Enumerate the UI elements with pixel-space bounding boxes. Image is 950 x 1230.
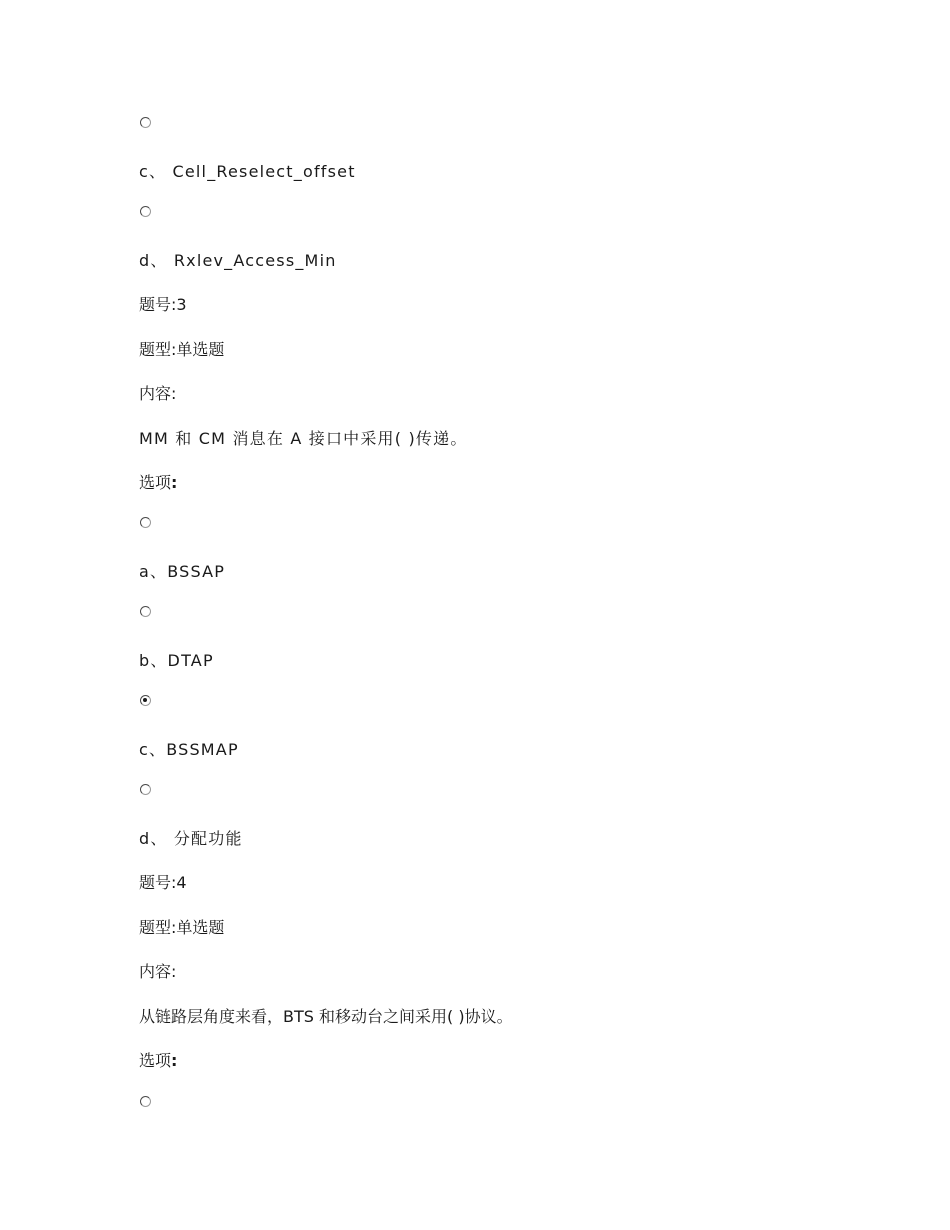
q4-option-a-radio[interactable] (140, 1096, 151, 1107)
q3-options-heading (139, 473, 177, 493)
q3-option-c-radio-selected[interactable] (140, 695, 151, 706)
q3-option-a-radio[interactable] (140, 517, 151, 528)
q2-option-d-label: d、 Rxlev_Access_Min (139, 251, 337, 270)
q4-options-colon: : (171, 1051, 178, 1070)
q4-options-heading (139, 1051, 177, 1071)
q4-options-label: 选项 (139, 1051, 172, 1070)
q2-option-c-label: c、 Cell_Reselect_offset (139, 162, 356, 181)
q2-option-c-radio[interactable] (140, 117, 151, 128)
q3-options-label: 选项 (139, 473, 172, 492)
q3-option-b-radio[interactable] (140, 606, 151, 617)
q3-question-text: MM 和 CM 消息在 A 接口中采用( )传递。 (139, 429, 468, 448)
q2-option-d-radio[interactable] (140, 206, 151, 217)
q4-type: 题型:单选题 (139, 918, 225, 937)
q3-options-colon: : (171, 473, 178, 492)
q3-option-a-label: a、BSSAP (139, 562, 226, 581)
q4-question-text: 从链路层角度来看，BTS 和移动台之间采用( )协议。 (139, 1007, 513, 1026)
q3-content-label: 内容: (139, 384, 177, 403)
q3-option-d-radio[interactable] (140, 784, 151, 795)
q3-option-c-label: c、BSSMAP (139, 740, 239, 759)
q3-option-d-label: d、 分配功能 (139, 829, 243, 848)
q3-type: 题型:单选题 (139, 340, 225, 359)
q4-content-label: 内容: (139, 962, 177, 981)
q3-option-b-label: b、DTAP (139, 651, 214, 670)
q3-number: 题号:3 (139, 295, 187, 314)
q4-number: 题号:4 (139, 873, 187, 892)
